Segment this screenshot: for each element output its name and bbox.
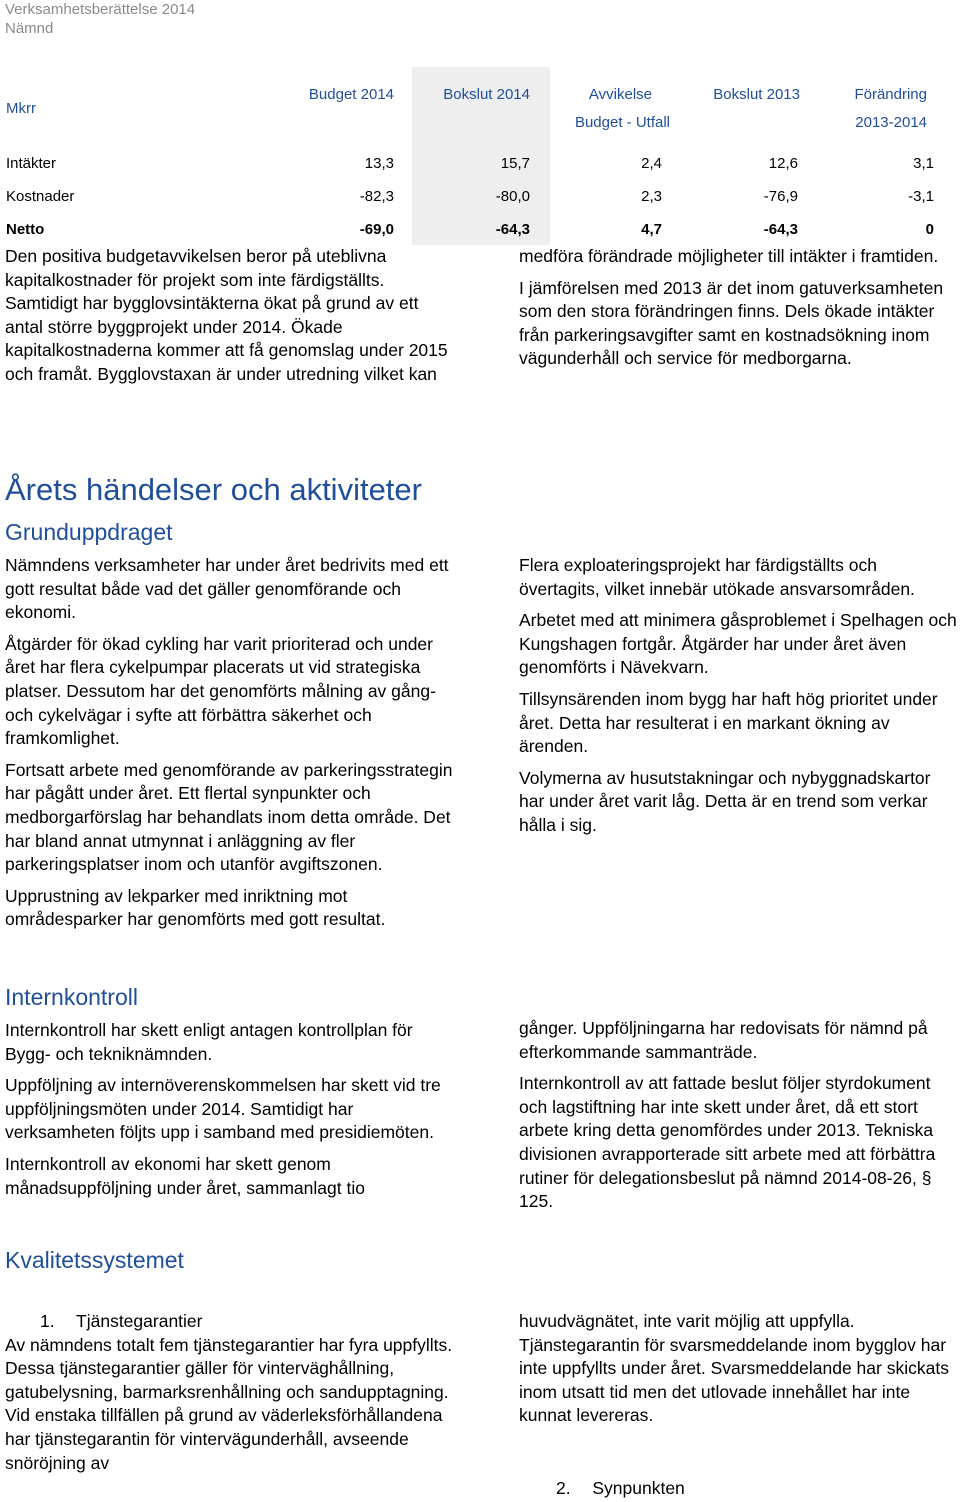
internal-paragraph: Internkontroll av att fattade beslut följer styrdokument och lagstiftning har inte skett under året, då ett stort arbete kring detta genomfördes under 2013. Tekniska divisionen avrapporterade sitt arbete med att förbättra rutiner för delegationsbeslut på nämnd 2014-08-26, § 125. <box>519 1073 936 1212</box>
col-header-budget: Budget 2014 <box>308 86 394 103</box>
row-label: Intäkter <box>6 155 57 172</box>
analysis-paragraph: I jämförelsen med 2013 är det inom gatuverksamheten som den stora förändringen finns. Dels ökade intäkter från parkeringsavgifter samt en kostnadsökning inom vägunderhåll och service för medborgarna. <box>519 277 944 369</box>
events-paragraph: Tillsynsärenden inom bygg har haft hög prioritet under året. Detta har resulterat i en markant ökning av ärenden. <box>519 688 938 757</box>
analysis-paragraph: medföra förändrade möjligheter till intäkter i framtiden. <box>519 246 939 266</box>
cell-bokslut-2013: -64,3 <box>763 221 798 238</box>
col-header-bokslut-2014: Bokslut 2014 <box>443 86 530 103</box>
events-right-column <box>519 554 960 846</box>
col-header-avvikelse: Avvikelse <box>588 86 652 103</box>
internal-paragraph: Uppföljning av internöverenskommelsen har skett vid tre uppföljningsmöten under 2014. Samtidigt har verksamheten följts upp i samband med presidiemöten. <box>5 1075 441 1143</box>
cell-forandring: -3,1 <box>908 188 934 205</box>
cell-bokslut-2013: -76,9 <box>763 188 798 205</box>
quality-left-column <box>5 1310 455 1483</box>
cell-bokslut-2014: -64,3 <box>495 221 530 238</box>
cell-avvikelse: 2,3 <box>641 188 662 205</box>
events-paragraph: Fortsatt arbete med genomförande av parkeringsstrategin har pågått under året. Ett flertal synpunkter och medborgarförslag har behandlats inom detta område. Det har bland annat utmynnat i anläggning av fler parkeringsplatser inom och utanför avgiftszonen. <box>5 759 453 875</box>
cell-budget: 13,3 <box>364 155 394 172</box>
cell-avvikelse: 4,7 <box>641 221 662 238</box>
events-paragraph: Nämndens verksamheter har under året bedrivits med ett gott resultat både vad det gäller genomförande och ekonomi. <box>5 555 449 623</box>
list-label: Tjänstegarantier <box>76 1311 203 1331</box>
events-paragraph: Volymerna av husutstakningar och nybyggnadskartor har under året varit låg. Detta är en trend som verkar hålla i sig. <box>519 767 931 835</box>
analysis-left-column <box>5 245 450 395</box>
events-paragraph: Upprustning av lekparker med inriktning mot områdesparker har genomförts med gott resultat. <box>5 885 386 930</box>
section-heading: Årets händelser och aktiviteter <box>5 472 422 507</box>
quality-right-column <box>519 1310 960 1436</box>
events-paragraph: Åtgärder för ökad cykling har varit prioriterad och under året har flera cykelpumpar placerats ut vid strategiska platser. Dessutom har det genomförts målning av gång- och cykelvägar i syfte att förbättra säkerhet och framkomlighet. <box>5 633 436 749</box>
list-item <box>556 1477 685 1501</box>
quality-paragraph: Av nämndens totalt fem tjänstegarantier har fyra uppfyllts. Dessa tjänstegarantier gäller för vinterväghållning, gatubelysning, barmarksrenhållning och sandupptagning. Vid enstaka tillfällen på grund av väderleksförhållandena har tjänstegarantin för vintervägunderhåll, avseende snöröjning av <box>5 1334 453 1473</box>
subsection-heading: Grunduppdraget <box>5 519 173 545</box>
subsection-heading: Internkontroll <box>5 984 138 1010</box>
document-subtitle: Nämnd <box>5 20 54 37</box>
internal-left-column <box>5 1019 450 1208</box>
col-header-forandring-sub: 2013-2014 <box>855 114 927 131</box>
analysis-paragraph: Den positiva budgetavvikelsen beror på uteblivna kapitalkostnader för projekt som inte färdigställts. Samtidigt har bygglovsintäkterna ökat på grund av ett antal större byggprojekt under 2014. Ökade kapitalkostnaderna kommer att få genomslag under 2015 och framåt. Bygglovstaxan är under utredning vilket kan <box>5 246 448 384</box>
col-header-bokslut-2013: Bokslut 2013 <box>713 86 800 103</box>
cell-budget: -82,3 <box>359 188 394 205</box>
subsection-heading: Kvalitetssystemet <box>5 1247 184 1273</box>
row-label: Netto <box>6 221 45 238</box>
events-paragraph: Flera exploateringsprojekt har färdigställts och övertagits, vilket innebär utökade ansvarsområden. <box>519 555 915 599</box>
document-title: Verksamhetsberättelse 2014 <box>5 1 196 18</box>
events-left-column <box>5 554 460 940</box>
cell-avvikelse: 2,4 <box>641 155 662 172</box>
cell-forandring: 0 <box>925 221 934 238</box>
list-number: 2. <box>556 1478 571 1498</box>
cell-bokslut-2014: -80,0 <box>495 188 530 205</box>
col-header-forandring: Förändring <box>854 86 927 103</box>
unit-label: Mkrr <box>6 100 36 117</box>
list-label: Synpunkten <box>592 1478 685 1498</box>
list-item <box>40 1310 455 1334</box>
internal-right-column <box>519 1017 960 1222</box>
analysis-right-column <box>519 245 960 379</box>
col-header-avvikelse-sub: Budget - Utfall <box>574 114 670 131</box>
internal-paragraph: Internkontroll har skett enligt antagen kontrollplan för Bygg- och tekniknämnden. <box>5 1020 413 1064</box>
cell-bokslut-2014: 15,7 <box>500 155 530 172</box>
quality-paragraph: huvudvägnätet, inte varit möjlig att uppfylla. Tjänstegarantin för svarsmeddelande inom bygglov har inte uppfyllts under året. Svarsmeddelande har skickats inom utsatt tid men det utlovade innehållet har inte kunnat levereras. <box>519 1311 949 1426</box>
internal-paragraph: gånger. Uppföljningarna har redovisats för nämnd på efterkommande sammanträde. <box>519 1018 928 1062</box>
cell-bokslut-2013: 12,6 <box>768 155 798 172</box>
row-label: Kostnader <box>6 188 75 205</box>
cell-budget: -69,0 <box>359 221 394 238</box>
list-number: 1. <box>40 1311 55 1331</box>
cell-forandring: 3,1 <box>913 155 934 172</box>
internal-paragraph: Internkontroll av ekonomi har skett genom månadsuppföljning under året, sammanlagt tio <box>5 1153 365 1198</box>
events-paragraph: Arbetet med att minimera gåsproblemet i Spelhagen och Kungshagen fortgår. Åtgärder har under året även genomförts i Nävekvarn. <box>519 610 957 678</box>
